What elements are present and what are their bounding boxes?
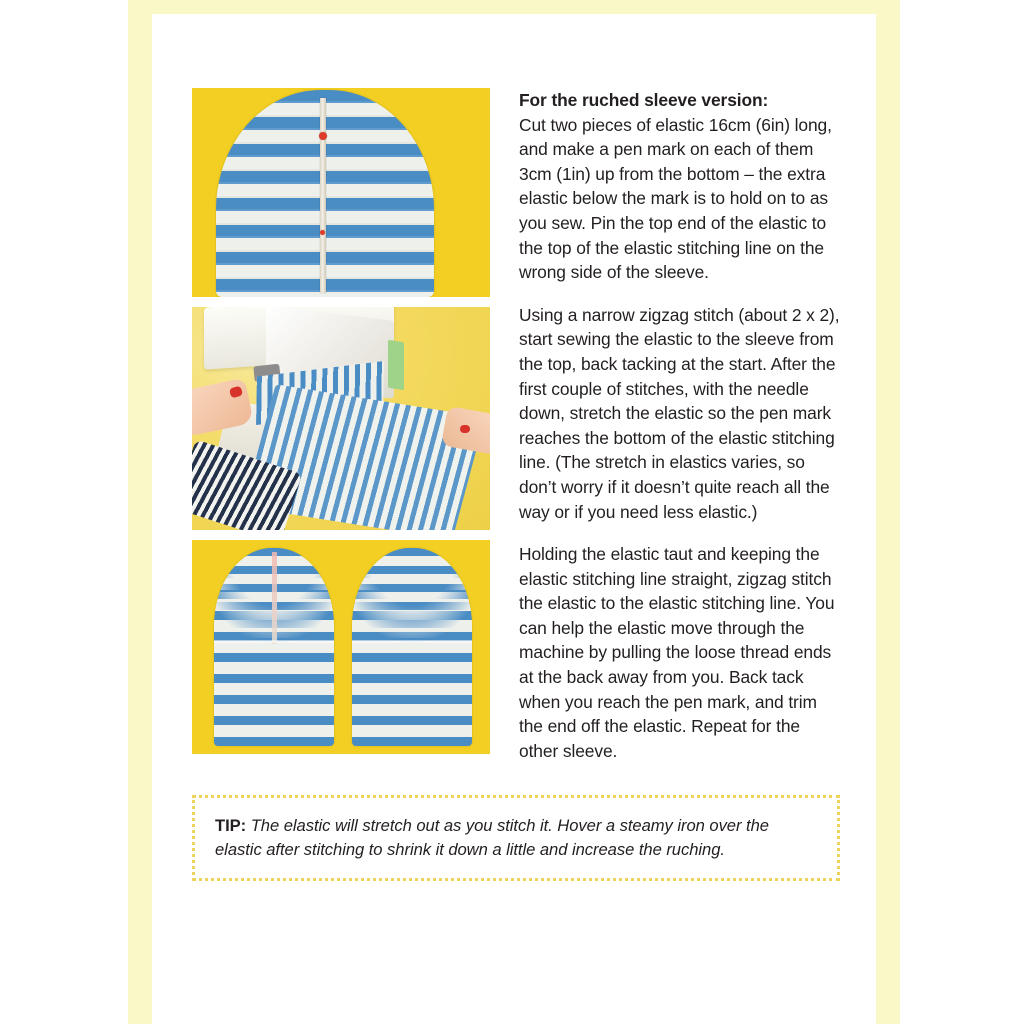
two-column-layout	[192, 88, 840, 763]
instruction-paragraph-2: Using a narrow zigzag stitch (about 2 x 2), start sewing the elastic to the sleeve from the top, back tacking at the start. After the first couple of stitches, with the needle down, stretch the elastic so the pen mark reaches the bottom of the elastic stitching line. (The stretch in elastics varies, so don’t worry if it doesn’t quite reach all the way or if you need less elastic.)	[519, 304, 840, 522]
page-frame-left	[128, 0, 152, 1024]
sewing-machine-green-panel	[388, 340, 404, 391]
tip-label: TIP:	[215, 816, 247, 835]
pin-head-upper-icon	[319, 132, 327, 140]
content-area	[192, 88, 840, 763]
right-hand-red-nail	[460, 425, 470, 433]
sleeve-left-seam	[214, 640, 334, 643]
photo-two-finished-ruched-sleeves	[192, 540, 490, 754]
elastic-strip	[320, 98, 326, 293]
finished-sleeve-right	[352, 548, 472, 746]
pin-head-lower-icon	[320, 230, 325, 235]
instructions-column	[519, 88, 840, 763]
page-frame-right	[876, 0, 900, 1024]
sleeve-right-seam	[352, 640, 472, 643]
instruction-paragraph-1	[519, 88, 840, 285]
tip-box	[192, 795, 840, 881]
photo-sewing-elastic-on-machine	[192, 307, 490, 530]
photo-column	[192, 88, 490, 754]
page-frame-top	[128, 0, 900, 14]
photo-sleeve-with-elastic-pinned	[192, 88, 490, 297]
instructions-heading: For the ruched sleeve version:	[519, 90, 769, 110]
sleeve-right-ruching	[352, 548, 472, 644]
tip-text	[215, 814, 819, 862]
instruction-paragraph-3: Holding the elastic taut and keeping the elastic stitching line straight, zigzag stitch the elastic to the elastic stitching line. You can help the elastic move through the machine by pulling the loose thread ends at the back away from you. Back tack when you reach the pen mark, and trim the end off the elastic. Repeat for the other sleeve.	[519, 544, 835, 761]
instruction-body-1: Cut two pieces of elastic 16cm (6in) long, and make a pen mark on each of them 3cm (1in) up from the bottom – the extra elastic below the mark is to hold on to as you sew. Pin the top end of the elastic to the top of the elastic stitching line on the wrong side of the sleeve.	[519, 114, 832, 283]
tip-body: The elastic will stretch out as you stitch it. Hover a steamy iron over the elastic after stitching to shrink it down a little and increase the ruching.	[215, 816, 769, 859]
sleeve-left-elastic-line	[272, 552, 277, 644]
finished-sleeve-left	[214, 548, 334, 746]
